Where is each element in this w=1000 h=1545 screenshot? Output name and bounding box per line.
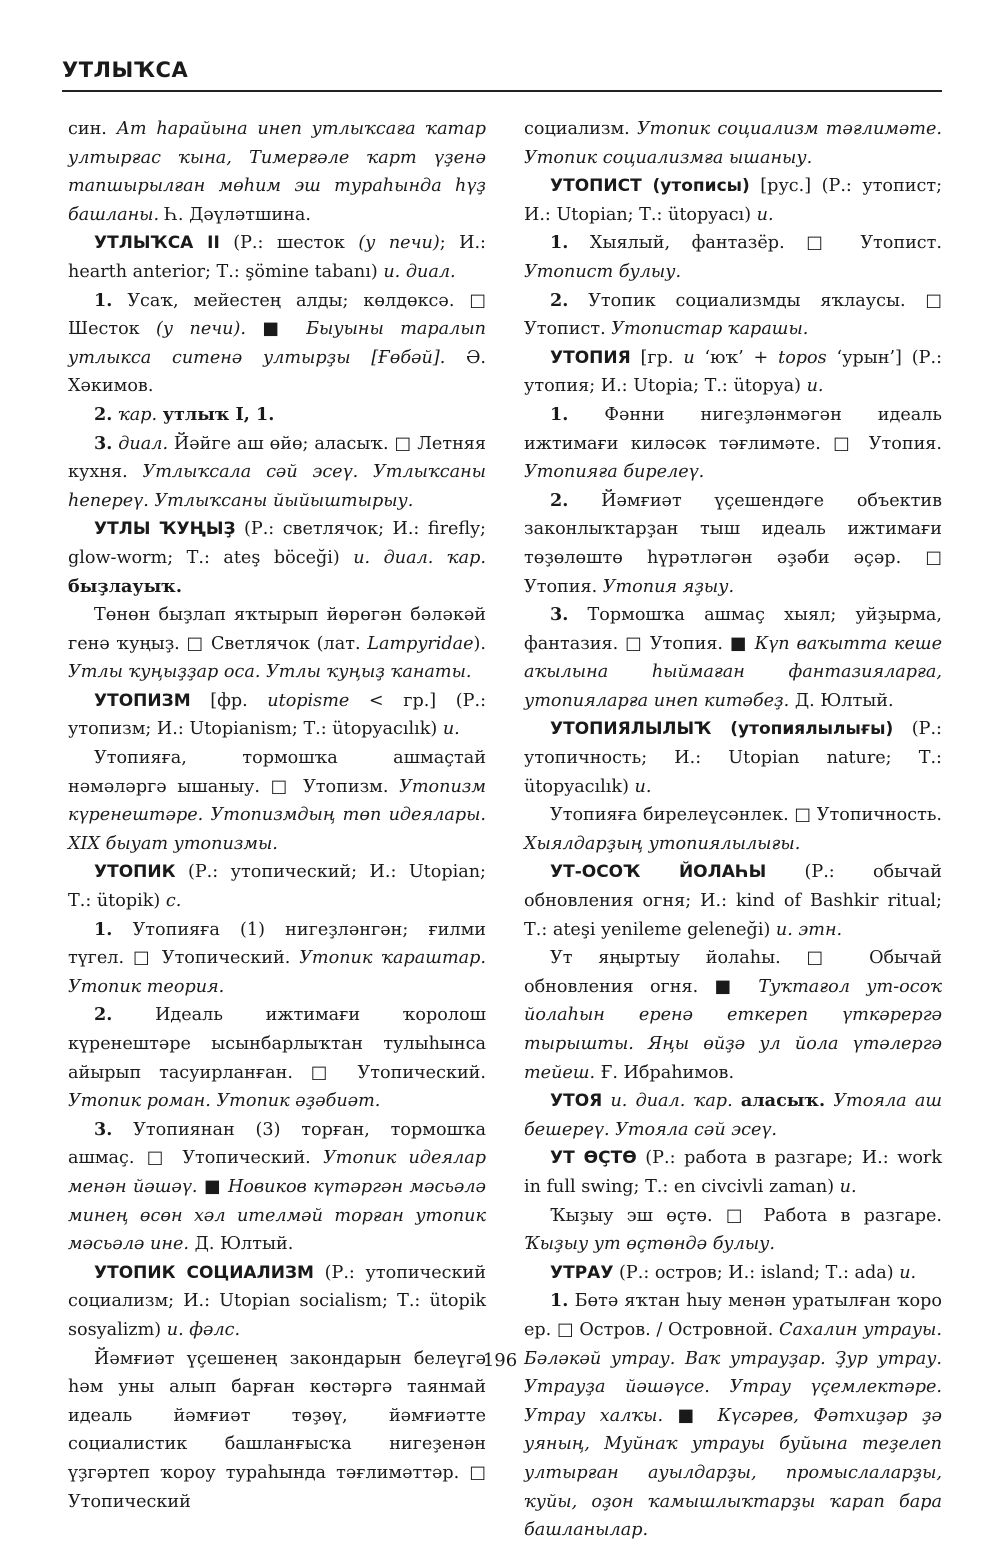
entry-text: Ут яңыртыу йолаһы. □ Обычай обновления огня. ■ — [524, 948, 942, 997]
entry-text: Идеаль ижтимағи ҡоролош күренештәре ысынбарлыҡтан тулыһынса айырып тасуирланған. □ Утопический. — [68, 1005, 486, 1083]
italic-text: Утопияға бирелеү. — [524, 462, 705, 483]
italic-text: Ат һарайына инеп утлыҡсаға ҡатар ултырғас ҡына, Тимерғәле ҡарт үҙенә тапшырылған мөһим эш тураһында һүҙ башланы. — [68, 119, 486, 225]
bold-text: 3. — [94, 432, 113, 454]
italic-text: Новиков күтәргән мәсьәлә минең өсөн хәл ителмәй торған утопик мәсьәлә ине. — [68, 1176, 486, 1255]
dictionary-entry — [524, 172, 942, 229]
italic-text: и. диал. ҡар. — [610, 1091, 733, 1112]
italic-text: Утлыҡсала сәй эсеү. Утлыҡсаны һепереү. Утлыҡсаны йыйыштырыу. — [68, 462, 487, 511]
italic-text: и. — [839, 1176, 857, 1197]
italic-text: и. — [442, 719, 460, 740]
bold-text: 3. — [550, 604, 569, 626]
headword: УТРАУ — [550, 1262, 614, 1283]
entry-text: < гр.] (Р.: утопизм; И.: Utopianism; Т.: ütopyacılık) — [68, 690, 486, 740]
dictionary-entry — [68, 515, 486, 601]
entry-text: Йәмғиәт үҫешендәге объектив законлыҡтарҙан тыш идеаль ижтимағи төҙөлөштө һүрәтләгән әҙәби әҫәр. □ Утопия. — [524, 490, 942, 597]
dictionary-entry — [524, 229, 942, 286]
entry-text: ■ — [663, 1405, 718, 1426]
right-column — [524, 115, 942, 1545]
entry-text: (Р.: работа в разгаре; И.: work in full swing; Т.: en civcivli zaman) — [524, 1148, 942, 1197]
entry-text: Һ. Дәүләтшина. — [159, 204, 311, 225]
entry-text: (Р.: остров; И.: island; Т.: ada) — [613, 1262, 900, 1283]
entry-text: Ә. Хәкимов. — [68, 347, 487, 397]
entry-text: Утопияға, тормошҡа ашмаҫтай нәмәләргә ышаныу. □ Утопизм. — [68, 748, 486, 797]
italic-text: Утлы ҡуңыҙҙар оса. Утлы ҡуңыҙ ҡанаты. — [68, 662, 472, 683]
dictionary-entry — [68, 601, 486, 687]
bold-text: утлыҡ I, 1. — [162, 403, 275, 425]
bold-text: 1. — [550, 232, 569, 254]
entry-text: Фәнни нигеҙләнмәгән идеаль ижтимағи киләсәк тәғлимәте. □ Утопия. — [524, 404, 942, 454]
dictionary-entry — [524, 715, 942, 801]
bold-text: аласыҡ. — [740, 1090, 826, 1112]
dictionary-entry — [524, 944, 942, 1087]
italic-text: Утопик социализм тәғлимәте. Утопик социализмға ышаныу. — [524, 119, 942, 168]
entry-text: Ғ. Ибраһимов. — [595, 1062, 735, 1083]
italic-text: Утопист булыу. — [524, 261, 682, 282]
italic-text: Ҡыҙыу ут өҫтөндә булыу. — [524, 1234, 775, 1255]
dictionary-entry — [68, 430, 486, 516]
dictionary-entry — [68, 858, 486, 915]
italic-text: Сахалин утрауы. Бәләкәй утрау. Ваҡ утрауҙар. Ҙур утрау. Утрауҙа йәшәүсе. Утрау үҫемлектәре. Утрау халҡы. — [524, 1319, 942, 1426]
dictionary-entry — [524, 858, 942, 944]
italic-text: (у печи). — [156, 319, 246, 340]
italic-text: Күп ваҡытта кеше аҡылына һыймаған фантазияларға, утопияларға инеп китәбеҙ. — [524, 633, 942, 711]
entry-text: социализм. — [524, 119, 637, 139]
dictionary-entry — [68, 115, 486, 229]
bold-text: 2. — [550, 289, 569, 311]
dictionary-entry — [524, 801, 942, 858]
dictionary-entry — [68, 1001, 486, 1115]
entry-text: Йәмғиәт үҫешенең закондарын белеүгә һәм уны алып барған көстәргә таянмай идеаль йәмғиәт төҙөү, йәмғиәтте социалистик башланғысҡа нигеҙенән үҙгәртеп ҡороу тураһында тәғлимәттәр. □ Утопический — [68, 1348, 486, 1512]
bold-text: 2. — [94, 403, 113, 425]
bold-text: 1. — [94, 918, 113, 940]
bold-text: 3. — [94, 1118, 113, 1140]
dictionary-entry — [524, 1287, 942, 1544]
bold-text: быҙлауыҡ. — [68, 575, 182, 597]
entry-text: Хыялый, фантазёр. □ Утопист. — [568, 233, 942, 254]
bold-text: 2. — [550, 489, 569, 511]
headword: УТОПИК СОЦИАЛИЗМ — [94, 1262, 314, 1283]
entry-text: [фр. — [190, 690, 268, 711]
italic-text: Хыялдарҙың утопиялылығы. — [524, 833, 801, 854]
entry-text: [рус.] (Р.: утопист; И.: Utopian; Т.: ütopyacı) — [524, 176, 942, 225]
dictionary-entry — [524, 115, 942, 172]
entry-text: Утопик социализмды яҡлаусы. □ Утопист. — [524, 290, 942, 340]
italic-text: и. — [899, 1262, 917, 1283]
dictionary-entry — [524, 1202, 942, 1259]
entry-text: (Р.: утопичность; И.: Utopian nature; Т.: ütopyacılık) — [524, 719, 942, 797]
bold-text: 2. — [94, 1004, 113, 1026]
dictionary-entry — [68, 916, 486, 1002]
dictionary-entry — [68, 401, 486, 430]
entry-text: син. — [68, 119, 117, 139]
entry-text: Йәйге аш өйө; аласыҡ. □ Летняя кухня. — [68, 433, 486, 483]
entry-text: Тормошҡа ашмаҫ хыял; уйҙырма, фантазия. □ Утопия. ■ — [524, 605, 942, 654]
headword: УТОПИЗМ — [94, 690, 191, 711]
italic-text: и. — [756, 204, 774, 225]
headword: УТОПИЯЛЫЛЫҠ (утопиялылығы) — [550, 719, 894, 740]
entry-text — [733, 1091, 741, 1111]
headword: УТОПИК — [94, 862, 176, 883]
dictionary-entry — [68, 687, 486, 744]
bold-text: 1. — [550, 1290, 569, 1312]
dictionary-entry — [524, 344, 942, 401]
entry-text: Ҡыҙыу эш өҫтө. □ Работа в разгаре. — [550, 1205, 942, 1226]
italic-text: Lampyridae — [367, 633, 474, 654]
page-number: 196 — [482, 1350, 518, 1371]
dictionary-entry — [524, 601, 942, 715]
running-head: УТЛЫҠСА — [62, 58, 189, 82]
italic-text: Утопия яҙыу. — [602, 576, 735, 597]
headword: УТОПИСТ (утописы) — [550, 176, 750, 197]
entry-text: ■ — [245, 319, 307, 340]
dictionary-entry — [524, 401, 942, 487]
italic-text: Утопистар ҡарашы. — [611, 319, 809, 340]
headword: УТОПИЯ — [550, 347, 631, 368]
italic-text: Утопик идеялар менән йәшәү. — [68, 1148, 486, 1197]
entry-text: ). — [473, 633, 486, 654]
italic-text: Утопик ҡараштар. Утопик теория. — [68, 948, 486, 997]
italic-text: Утояла аш бешереү. Утояла сәй эсеү. — [524, 1091, 942, 1140]
entry-text: Д. Юлтый. — [188, 1234, 294, 1255]
headword: УТЛЫҠСА II — [94, 233, 220, 254]
headword: УТЛЫ ҠУҢЫҘ — [94, 519, 236, 540]
italic-text: u — [683, 347, 695, 368]
header-rule — [62, 90, 942, 92]
dictionary-entry — [524, 1259, 942, 1288]
entry-text: Утопияға бирелеүсәнлек. □ Утопичность. — [550, 805, 942, 826]
dictionary-entry — [524, 287, 942, 344]
dictionary-entry — [68, 1116, 486, 1259]
dictionary-entry — [524, 1087, 942, 1144]
dictionary-entry — [524, 1144, 942, 1201]
italic-text: ҡар. — [117, 404, 158, 425]
entry-text: (Р.: светлячок; И.: firefly; glow-worm; Т.: ateş böceği) — [68, 519, 486, 568]
bold-text: 1. — [94, 289, 113, 311]
italic-text: utopisme — [267, 690, 350, 711]
entry-text: ■ — [197, 1176, 228, 1197]
dictionary-entry — [68, 287, 486, 401]
headword: УТ ӨҪТӨ — [550, 1148, 637, 1169]
entry-text: Утопияға (1) нигеҙләнгән; ғилми түгел. □ Утопический. — [68, 919, 486, 969]
entry-text: (Р.: обычай обновления огня; И.: kind of Bashkir ritual; Т.: ateşi yenileme geleneği) — [524, 862, 942, 940]
entry-text: (Р.: шесток — [219, 233, 359, 254]
italic-text: (у печи) — [358, 233, 440, 254]
headword: УТ-ОСОҠ ЙОЛАҺЫ — [550, 862, 767, 883]
entry-text: Д. Юлтый. — [789, 690, 894, 711]
entry-text: ‘урын’] (Р.: утопия; И.: Utopia; Т.: ütopya) — [524, 347, 942, 397]
entry-text: (Р.: утопический; И.: Utopian; Т.: ütopik) — [68, 862, 486, 912]
dictionary-entry — [68, 744, 486, 858]
italic-text: Туҡтағол ут-осоҡ йолаһын еренә еткереп үткәрергә тырышты. Яңы өйҙә ул йола үтәлергә тейеш. — [524, 976, 942, 1083]
italic-text: и. — [634, 776, 652, 797]
entry-text: (Р.: утопический социализм; И.: Utopian socialism; Т.: ütopik sosyalizm) — [68, 1262, 486, 1340]
italic-text: и. диал. ҡар. — [353, 547, 486, 568]
dictionary-entry — [68, 1259, 486, 1345]
italic-text: диал. — [118, 433, 169, 454]
dictionary-entry — [524, 487, 942, 601]
italic-text: Утопизм күренештәре. Утопизмдың төп идеялары. XIX быуат утопизмы. — [68, 776, 486, 854]
entry-text: Бөтә яҡтан һыу менән уратылған ҡоро ер. □ Остров. / Островной. — [524, 1291, 942, 1340]
italic-text: и. этн. — [775, 919, 843, 940]
entry-text: ; И.: hearth anterior; Т.: şömine tabanı) — [68, 233, 486, 282]
entry-text: [гр. — [630, 347, 684, 368]
italic-text: Утопик роман. Утопик әҙәбиәт. — [68, 1091, 381, 1112]
left-column — [68, 115, 486, 1516]
italic-text: topos — [778, 347, 827, 368]
bold-text: 1. — [550, 403, 569, 425]
entry-text: ‘юҡ’ + — [694, 347, 779, 368]
italic-text: Быуыны таралып утлыкса ситенә ултырҙы [Ғөбәй]. — [68, 319, 486, 368]
headword: УТОЯ — [550, 1091, 603, 1112]
italic-text: и. диал. — [383, 261, 456, 282]
italic-text: и. фәлс. — [166, 1319, 241, 1340]
italic-text: с. — [165, 891, 182, 912]
italic-text: и. — [806, 376, 824, 397]
dictionary-entry — [68, 229, 486, 286]
entry-text: Утопиянан (3) торған, тормошҡа ашмаҫ. □ Утопический. — [68, 1119, 486, 1169]
entry-text: Төнөн быҙлап яҡтырып йөрөгән бәләкәй генә ҡуңыҙ. □ Светлячок (лат. — [68, 605, 486, 654]
italic-text: Күсәрев, Фәтхиҙәр ҙә уяның, Муйнаҡ утрауы буйына теҙелеп ултырған ауылдарҙы, промыслаларҙы, ҡуйы, оҙон ҡамышлыҡтарҙы ҡарап бара башланылар. — [524, 1405, 942, 1541]
entry-text: Усаҡ, мейестең алды; көлдөксә. □ Шесток — [68, 290, 486, 340]
